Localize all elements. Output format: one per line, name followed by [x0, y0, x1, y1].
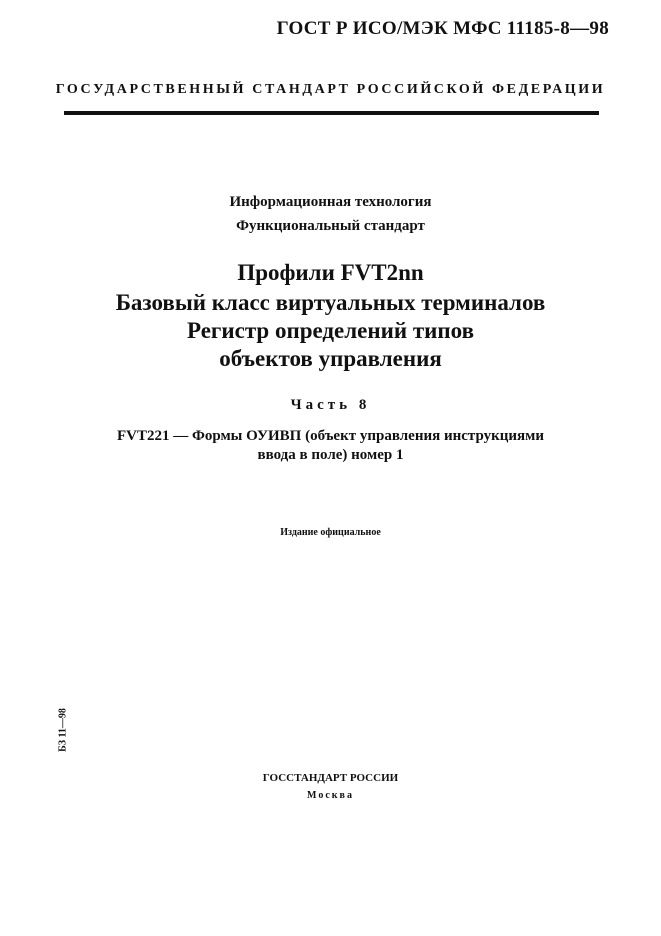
header-divider [64, 111, 599, 115]
subject-line-2: Функциональный стандарт [236, 218, 425, 234]
side-code-container [51, 702, 75, 758]
subtitle-line-1: FVT221 — Формы ОУИВП (объект управления инструкциями [116, 428, 545, 444]
subtitle-line-2: ввода в поле) номер 1 [257, 447, 404, 463]
title-line-3: Регистр определений типов [186, 318, 475, 343]
title-line-1: Профили FVT2nn [237, 260, 424, 285]
side-code: БЗ 11—98 [57, 708, 69, 752]
title-line-2: Базовый класс виртуальных терминалов [115, 290, 546, 315]
publisher: ГОССТАНДАРТ РОССИИ [262, 772, 399, 784]
state-standard-heading: ГОСУДАРСТВЕННЫЙ СТАНДАРТ РОССИЙСКОЙ ФЕДЕРАЦИИ [55, 82, 606, 97]
official-edition-label: Издание официальное [280, 527, 381, 538]
title-line-4: объектов управления [219, 346, 442, 371]
subject-line-1: Информационная технология [229, 194, 432, 210]
document-code: ГОСТ Р ИСО/МЭК МФС 11185-8—98 [276, 18, 609, 39]
publication-city: Москва [307, 790, 354, 801]
part-number: Часть 8 [290, 397, 371, 413]
